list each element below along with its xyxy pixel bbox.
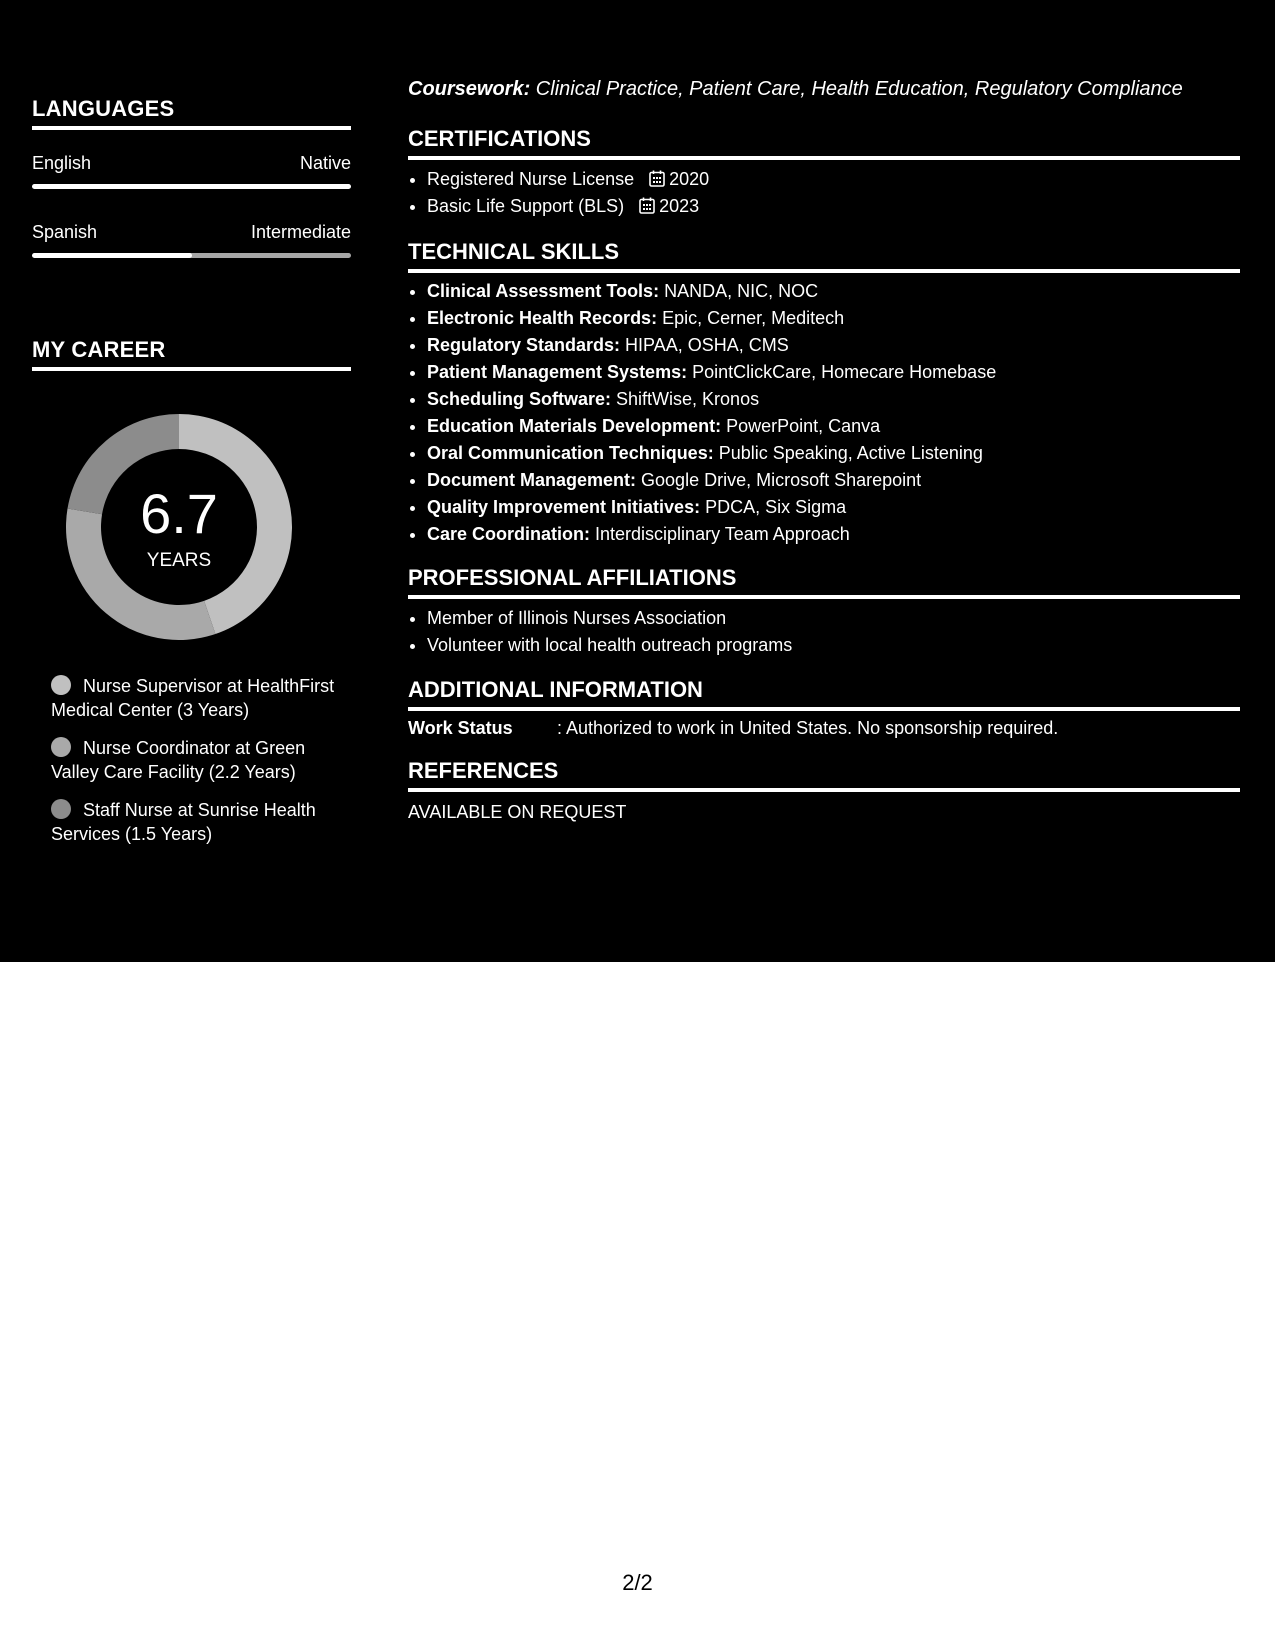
certification-name: Registered Nurse License [427,169,635,189]
main-column [408,0,1240,962]
skill-value: PDCA, Six Sigma [700,497,847,517]
legend-dot-icon [51,737,71,757]
technical-skills-heading: TECHNICAL SKILLS [408,239,620,264]
career-total-value: 6.7 [140,482,218,545]
additional-info-heading: ADDITIONAL INFORMATION [408,677,703,702]
skill-value: Google Drive, Microsoft Sharepoint [636,470,922,490]
skill-label: Education Materials Development: [427,416,722,436]
coursework-label: Coursework: [408,78,531,100]
language-name: English [32,153,92,173]
skill-value: HIPAA, OSHA, CMS [620,335,789,355]
certifications-rule [408,156,1240,160]
references-rule [408,788,1240,792]
certifications-heading: CERTIFICATIONS [408,126,591,151]
skill-item [427,305,996,332]
skill-item [427,440,996,467]
languages-rule [32,126,351,130]
career-heading: MY CAREER [32,337,166,362]
work-status-label: Work Status [408,718,513,738]
career-position-text: Nurse Coordinator at Green Valley Care Facility (2.2 Years) [51,738,306,782]
skill-value: Public Speaking, Active Listening [713,443,983,463]
certification-year: 2020 [669,169,710,189]
skill-label: Patient Management Systems: [427,362,688,382]
skill-value: Epic, Cerner, Meditech [657,308,845,328]
affiliations-heading: PROFESSIONAL AFFILIATIONS [408,565,737,590]
languages-heading: LANGUAGES [32,96,175,121]
affiliation-item: • Volunteer with local health outreach programs [427,632,792,659]
skill-label: Regulatory Standards: [427,335,621,355]
skill-item [427,278,996,305]
language-level: Intermediate [250,222,351,242]
career-total-unit: YEARS [146,550,212,571]
affiliation-item: • Member of Illinois Nurses Association [427,605,792,632]
career-donut-chart [66,414,292,640]
skill-label: Electronic Health Records: [427,308,658,328]
skill-label: Clinical Assessment Tools: [427,281,660,301]
skill-value: ShiftWise, Kronos [611,389,760,409]
coursework-text: Clinical Practice, Patient Care, Health Education, Regulatory Compliance [530,78,1183,100]
language-spanish [32,222,351,243]
career-position-text: Nurse Supervisor at HealthFirst Medical Center (3 Years) [51,676,335,720]
language-english [32,153,351,174]
work-status-value: : Authorized to work in United States. No sponsorship required. [557,718,1059,738]
certification-item [427,166,709,193]
skill-item [427,467,996,494]
coursework-line [408,78,1183,101]
career-rule [32,367,351,371]
language-proficiency-fill [32,253,192,258]
skill-value: PointClickCare, Homecare Homebase [687,362,997,382]
legend-dot-icon [51,675,71,695]
references-text: AVAILABLE ON REQUEST [408,802,627,822]
calendar-icon [649,170,665,187]
technical-skills-list [408,278,996,548]
certification-item [427,193,709,220]
certifications-list [408,166,709,220]
sidebar [32,0,351,962]
skill-item [427,413,996,440]
skill-label: Quality Improvement Initiatives: [427,497,701,517]
references-heading: REFERENCES [408,758,559,783]
career-legend-item [51,674,341,722]
language-proficiency-bar [32,253,351,258]
career-position-text: Staff Nurse at Sunrise Health Services (1.5 Years) [51,800,316,844]
skill-value: Interdisciplinary Team Approach [590,524,850,544]
language-proficiency-bar [32,184,351,189]
additional-info-rule [408,707,1240,711]
skill-label: Care Coordination: [427,524,591,544]
skill-item [427,494,996,521]
skill-item [427,332,996,359]
skill-value: NANDA, NIC, NOC [659,281,819,301]
skill-label: Scheduling Software: [427,389,612,409]
skill-item [427,521,996,548]
affiliations-list [408,605,792,659]
skill-item [427,359,996,386]
legend-dot-icon [51,799,71,819]
skill-label: Document Management: [427,470,637,490]
career-legend [51,674,341,860]
calendar-icon [639,197,655,214]
career-legend-item [51,736,341,784]
skill-item [427,386,996,413]
language-name: Spanish [32,222,98,242]
certification-name: Basic Life Support (BLS) [427,196,625,216]
certification-year: 2023 [659,196,700,216]
technical-skills-rule [408,269,1240,273]
career-legend-item [51,798,341,846]
skill-value: PowerPoint, Canva [721,416,881,436]
page-number: 2/2 [622,1570,653,1595]
language-level: Native [299,153,351,173]
skill-label: Oral Communication Techniques: [427,443,714,463]
affiliations-rule [408,595,1240,599]
language-proficiency-fill [32,184,351,189]
